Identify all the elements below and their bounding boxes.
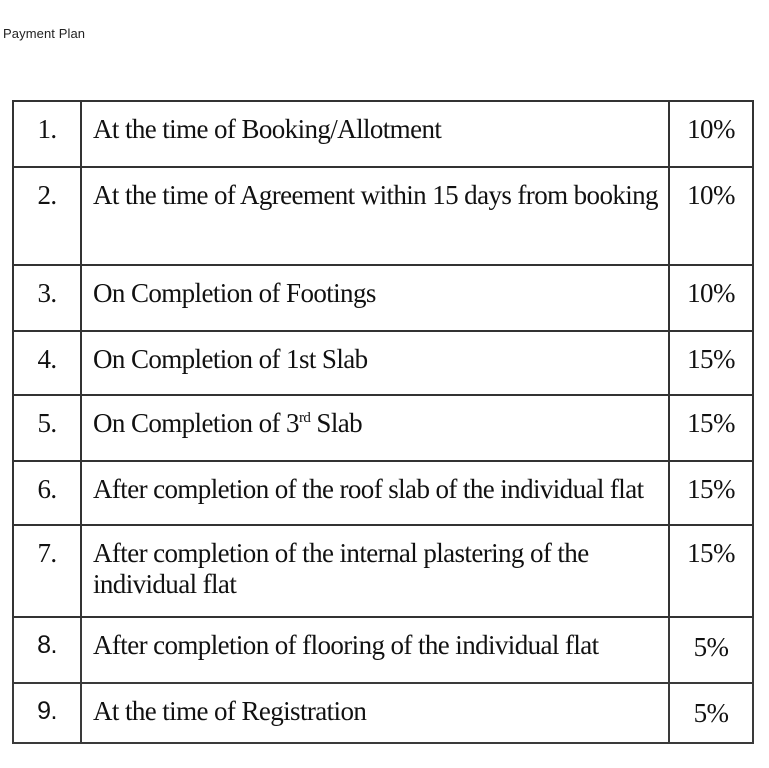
row-number: 8. (13, 617, 81, 683)
table-row (13, 683, 753, 743)
row-number: 9. (13, 683, 81, 743)
stage-description: At the time of Booking/Allotment (81, 101, 669, 167)
payment-percent: 10% (669, 101, 753, 167)
row-number: 2. (13, 167, 81, 265)
table-row (13, 617, 753, 683)
stage-description: At the time of Agreement within 15 days from booking (81, 167, 669, 265)
payment-percent: 15% (669, 461, 753, 525)
table-row (13, 461, 753, 525)
table-row (13, 167, 753, 265)
stage-description: After completion of the roof slab of the individual flat (81, 461, 669, 525)
stage-text-suffix: Slab (310, 408, 363, 438)
stage-description: After completion of flooring of the individual flat (81, 617, 669, 683)
payment-percent: 5% (669, 683, 753, 743)
page-caption: Payment Plan (3, 26, 86, 41)
table-row (13, 525, 753, 617)
row-number: 3. (13, 265, 81, 331)
payment-percent: 5% (669, 617, 753, 683)
payment-percent: 15% (669, 525, 753, 617)
table-row (13, 265, 753, 331)
row-number: 5. (13, 395, 81, 461)
stage-description: On Completion of 1st Slab (81, 331, 669, 395)
payment-percent: 10% (669, 265, 753, 331)
table-row (13, 395, 753, 461)
table-row (13, 101, 753, 167)
payment-percent: 15% (669, 331, 753, 395)
row-number: 4. (13, 331, 81, 395)
ordinal-superscript: rd (298, 410, 311, 426)
stage-description: After completion of the internal plastering of the individual flat (81, 525, 669, 617)
stage-text-prefix: On Completion of 3 (93, 408, 299, 438)
payment-percent: 10% (669, 167, 753, 265)
row-number: 1. (13, 101, 81, 167)
row-number: 6. (13, 461, 81, 525)
table-row (13, 331, 753, 395)
payment-percent: 15% (669, 395, 753, 461)
stage-description: On Completion of Footings (81, 265, 669, 331)
row-number: 7. (13, 525, 81, 617)
stage-description: At the time of Registration (81, 683, 669, 743)
payment-plan-table (12, 100, 754, 744)
stage-description (81, 395, 669, 461)
